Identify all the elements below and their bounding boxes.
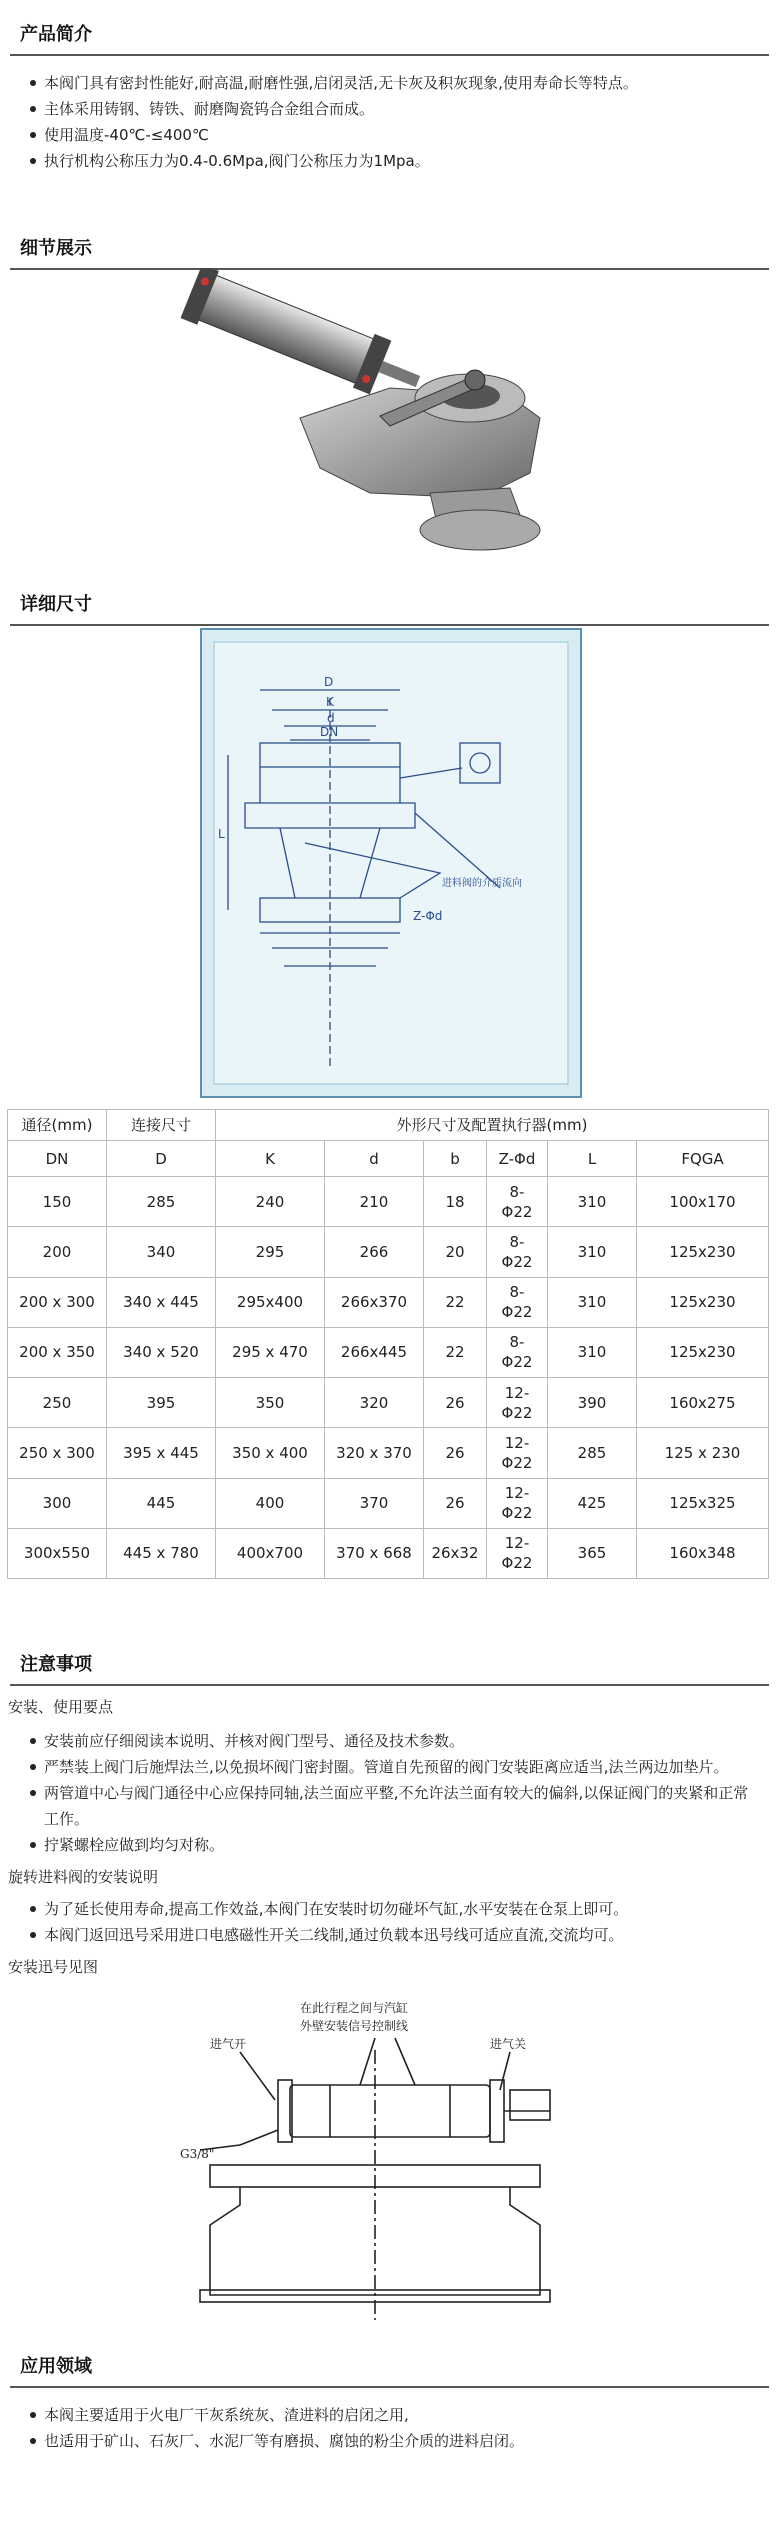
column-header: L bbox=[548, 1141, 637, 1177]
table-group-header-row bbox=[8, 1110, 769, 1141]
intro-list bbox=[0, 70, 779, 174]
table-cell: 320 bbox=[325, 1378, 424, 1428]
list-item: 本阀门具有密封性能好,耐高温,耐磨性强,启闭灵活,无卡灰及积灰现象,使用寿命长等特点。 bbox=[30, 70, 779, 96]
notes-sub1: 安装、使用要点 bbox=[8, 1698, 114, 1716]
fig-label-g38: G3/8" bbox=[180, 2147, 215, 2161]
table-cell: 390 bbox=[548, 1378, 637, 1428]
table-cell: 370 bbox=[325, 1478, 424, 1528]
notes-list-2 bbox=[0, 1896, 779, 1948]
table-cell: 340 bbox=[107, 1227, 216, 1277]
drawing-label-flow: 进料阀的介质流向 bbox=[442, 878, 522, 889]
list-item: 严禁装上阀门后施焊法兰,以免损坏阀门密封圈。管道自先预留的阀门安装距离应适当,法兰两边加垫片。 bbox=[30, 1754, 779, 1780]
list-item: 本阀主要适用于火电厂干灰系统灰、渣进料的启闭之用, bbox=[30, 2402, 779, 2428]
table-cell: 370 x 668 bbox=[325, 1528, 424, 1578]
table-row bbox=[8, 1177, 769, 1227]
table-cell: 125x325 bbox=[637, 1478, 769, 1528]
list-item: 本阀门返回迅号采用进口电感磁性开关二线制,通过负载本迅号线可适应直流,交流均可。 bbox=[30, 1922, 779, 1948]
table-cell: 395 x 445 bbox=[107, 1428, 216, 1478]
notes-sub2: 旋转进料阀的安装说明 bbox=[8, 1868, 159, 1886]
table-cell: 8- Φ22 bbox=[487, 1277, 548, 1327]
table-cell: 350 bbox=[216, 1378, 325, 1428]
table-cell: 350 x 400 bbox=[216, 1428, 325, 1478]
list-item: 安装前应仔细阅读本说明、并核对阀门型号、通径及技术参数。 bbox=[30, 1728, 779, 1754]
table-cell: 200 bbox=[8, 1227, 107, 1277]
table-cell: 266 bbox=[325, 1227, 424, 1277]
list-item: 为了延长使用寿命,提高工作效益,本阀门在安装时切勿碰坏气缸,水平安装在仓泵上即可。 bbox=[30, 1896, 779, 1922]
table-cell: 26x32 bbox=[424, 1528, 487, 1578]
group-header-cell: 外形尺寸及配置执行器(mm) bbox=[216, 1110, 769, 1141]
intro-title: 产品简介 bbox=[20, 24, 92, 45]
table-cell: 12- Φ22 bbox=[487, 1378, 548, 1428]
drawing-label-D: D bbox=[324, 675, 334, 689]
list-item: 也适用于矿山、石灰厂、水泥厂等有磨损、腐蚀的粉尘介质的进料启闭。 bbox=[30, 2428, 779, 2454]
table-cell: 266x370 bbox=[325, 1277, 424, 1327]
drawing-label-K: K bbox=[326, 695, 334, 709]
table-cell: 210 bbox=[325, 1177, 424, 1227]
table-cell: 125x230 bbox=[637, 1277, 769, 1327]
application-section bbox=[0, 2340, 779, 2454]
dimensions-title: 详细尺寸 bbox=[20, 594, 92, 615]
table-cell: 340 x 445 bbox=[107, 1277, 216, 1327]
table-cell: 18 bbox=[424, 1177, 487, 1227]
table-cell: 8- Φ22 bbox=[487, 1327, 548, 1377]
table-cell: 26 bbox=[424, 1478, 487, 1528]
fig-label-close: 进气关 bbox=[490, 2037, 527, 2051]
table-cell: 125x230 bbox=[637, 1227, 769, 1277]
dimensions-section bbox=[0, 578, 779, 626]
drawing-label-DN: DN bbox=[320, 725, 339, 739]
application-list bbox=[0, 2402, 779, 2454]
table-cell: 12- Φ22 bbox=[487, 1528, 548, 1578]
detail-section bbox=[0, 222, 779, 270]
table-cell: 26 bbox=[424, 1378, 487, 1428]
table-cell: 340 x 520 bbox=[107, 1327, 216, 1377]
fig-label-top: 在此行程之间与汽缸 bbox=[300, 2001, 409, 2015]
table-cell: 240 bbox=[216, 1177, 325, 1227]
spec-table bbox=[7, 1109, 769, 1579]
intro-section bbox=[0, 0, 779, 174]
detail-title: 细节展示 bbox=[20, 238, 92, 259]
table-cell: 250 bbox=[8, 1378, 107, 1428]
column-header: D bbox=[107, 1141, 216, 1177]
dimensions-heading bbox=[10, 578, 769, 626]
signal-install-drawing bbox=[180, 1990, 580, 2322]
table-cell: 12- Φ22 bbox=[487, 1478, 548, 1528]
table-cell: 295x400 bbox=[216, 1277, 325, 1327]
notes-title: 注意事项 bbox=[20, 1654, 92, 1675]
drawing-label-zd: Z-Φd bbox=[413, 909, 443, 923]
table-header-row bbox=[8, 1141, 769, 1177]
table-cell: 310 bbox=[548, 1277, 637, 1327]
notes-section bbox=[0, 1638, 779, 1980]
valve-photo bbox=[180, 268, 600, 568]
fig-label-top2: 外壁安装信号控制线 bbox=[300, 2019, 409, 2033]
column-header: d bbox=[325, 1141, 424, 1177]
column-header: b bbox=[424, 1141, 487, 1177]
table-cell: 400 bbox=[216, 1478, 325, 1528]
table-cell: 8- Φ22 bbox=[487, 1177, 548, 1227]
table-cell: 300 bbox=[8, 1478, 107, 1528]
table-row bbox=[8, 1428, 769, 1478]
table-cell: 295 bbox=[216, 1227, 325, 1277]
drawing-label-d: d bbox=[327, 711, 335, 725]
table-row bbox=[8, 1478, 769, 1528]
table-cell: 285 bbox=[107, 1177, 216, 1227]
table-cell: 400x700 bbox=[216, 1528, 325, 1578]
table-cell: 12- Φ22 bbox=[487, 1428, 548, 1478]
fig-label-open: 进气开 bbox=[210, 2037, 247, 2051]
dimension-drawing bbox=[200, 628, 582, 1098]
table-row bbox=[8, 1528, 769, 1578]
table-cell: 160x275 bbox=[637, 1378, 769, 1428]
notes-sub3: 安装迅号见图 bbox=[8, 1958, 99, 1976]
table-cell: 445 x 780 bbox=[107, 1528, 216, 1578]
table-cell: 395 bbox=[107, 1378, 216, 1428]
table-cell: 22 bbox=[424, 1277, 487, 1327]
table-cell: 365 bbox=[548, 1528, 637, 1578]
table-row bbox=[8, 1227, 769, 1277]
table-cell: 160x348 bbox=[637, 1528, 769, 1578]
table-cell: 295 x 470 bbox=[216, 1327, 325, 1377]
table-cell: 125 x 230 bbox=[637, 1428, 769, 1478]
notes-list-1 bbox=[0, 1728, 779, 1858]
table-cell: 250 x 300 bbox=[8, 1428, 107, 1478]
table-cell: 20 bbox=[424, 1227, 487, 1277]
list-item: 执行机构公称压力为0.4-0.6Mpa,阀门公称压力为1Mpa。 bbox=[30, 148, 779, 174]
table-row bbox=[8, 1378, 769, 1428]
drawing-label-L: L bbox=[218, 827, 225, 841]
table-cell: 22 bbox=[424, 1327, 487, 1377]
table-cell: 425 bbox=[548, 1478, 637, 1528]
table-cell: 310 bbox=[548, 1227, 637, 1277]
list-item: 拧紧螺栓应做到均匀对称。 bbox=[30, 1832, 779, 1858]
column-header: K bbox=[216, 1141, 325, 1177]
table-cell: 26 bbox=[424, 1428, 487, 1478]
detail-heading bbox=[10, 222, 769, 270]
table-cell: 200 x 300 bbox=[8, 1277, 107, 1327]
table-cell: 310 bbox=[548, 1177, 637, 1227]
application-title: 应用领域 bbox=[20, 2356, 92, 2377]
column-header: Z-Φd bbox=[487, 1141, 548, 1177]
column-header: FQGA bbox=[637, 1141, 769, 1177]
group-header-cell: 连接尺寸 bbox=[107, 1110, 216, 1141]
intro-heading bbox=[10, 0, 769, 56]
table-cell: 8- Φ22 bbox=[487, 1227, 548, 1277]
group-header-cell: 通径(mm) bbox=[8, 1110, 107, 1141]
table-row bbox=[8, 1277, 769, 1327]
column-header: DN bbox=[8, 1141, 107, 1177]
table-cell: 285 bbox=[548, 1428, 637, 1478]
application-heading bbox=[10, 2340, 769, 2388]
table-cell: 100x170 bbox=[637, 1177, 769, 1227]
table-cell: 266x445 bbox=[325, 1327, 424, 1377]
table-cell: 125x230 bbox=[637, 1327, 769, 1377]
table-cell: 320 x 370 bbox=[325, 1428, 424, 1478]
table-cell: 310 bbox=[548, 1327, 637, 1377]
list-item: 使用温度-40℃-≤400℃ bbox=[30, 122, 779, 148]
table-cell: 300x550 bbox=[8, 1528, 107, 1578]
list-item: 两管道中心与阀门通径中心应保持同轴,法兰面应平整,不允许法兰面有较大的偏斜,以保证阀门的夹紧和正常工作。 bbox=[30, 1780, 779, 1832]
table-cell: 150 bbox=[8, 1177, 107, 1227]
table-cell: 200 x 350 bbox=[8, 1327, 107, 1377]
table-cell: 445 bbox=[107, 1478, 216, 1528]
table-row bbox=[8, 1327, 769, 1377]
notes-heading bbox=[10, 1638, 769, 1686]
list-item: 主体采用铸钢、铸铁、耐磨陶瓷钨合金组合而成。 bbox=[30, 96, 779, 122]
